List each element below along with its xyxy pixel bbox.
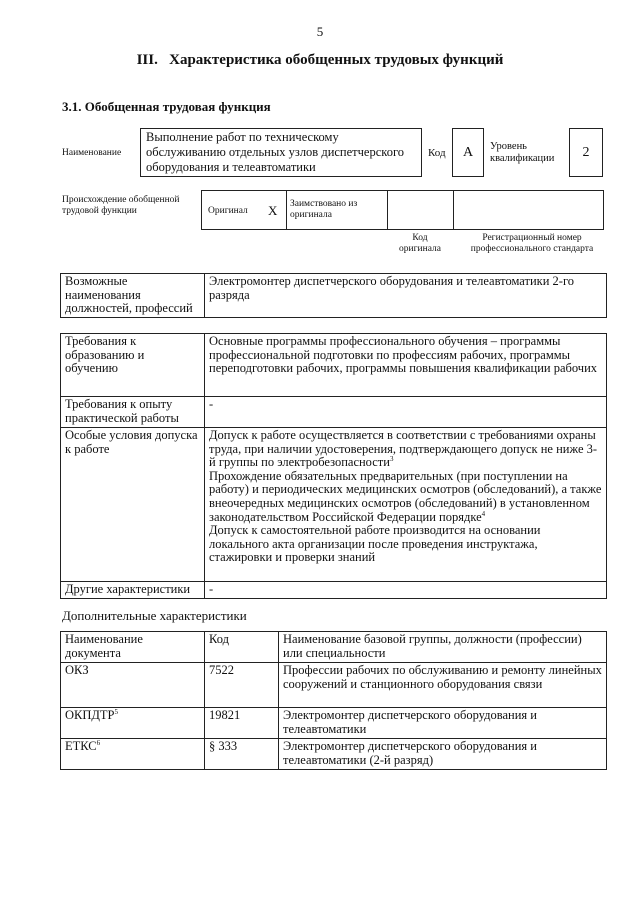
doc-group-name: Электромонтер диспетчерского оборудования и телеавтоматики (2-й разряд) [279,739,607,770]
origin-table [201,190,604,230]
special-conditions-p2: Прохождение обязательных предварительных (при поступлении на работу) и периодических медицинских осмотров (обследований), а также внеочередных медицинских осмотров (обследований) в установленном законодательством Российской Федерации порядке$^4$ [209,468,602,524]
header-document: Наименование документа [61,632,205,663]
borrowed-label: Заимствовано из оригинала [290,199,358,220]
special-conditions-p1: Допуск к работе осуществляется в соответствии с требованиями охраны труда, при наличии удостоверения, подтверждающего допуск не ниже 3-й группы по электробезопасности$^3$ [209,428,598,470]
reg-number-caption: Регистрационный номер профессионального стандарта [470,233,594,254]
doc-name: ЕТКС$^6$ [61,739,205,770]
subsection-title: 3.1. Обобщенная трудовая функция [62,99,271,114]
additional-table [60,631,607,770]
code-value-box [452,128,484,177]
footnote-ref: 4 [481,509,486,518]
table-row [61,739,607,770]
experience-value: - [205,397,607,428]
requirements-table [60,333,607,599]
footnote-ref: 5 [114,707,119,716]
special-conditions-p3: Допуск к самостоятельной работе производится на основании локального акта организации после проведения инструктажа, стажировки и проверки знаний [209,523,541,565]
header-group-name: Наименование базовой группы, должности (профессии) или специальности [279,632,607,663]
code-label: Код [428,147,446,159]
divider [387,191,388,229]
divider [453,191,454,229]
other-label: Другие характеристики [61,582,205,599]
doc-code: 19821 [205,708,279,739]
doc-code: 7522 [205,663,279,708]
origin-label: Происхождение обобщенной трудовой функции [62,195,180,216]
additional-title: Дополнительные характеристики [62,608,247,623]
table-row [61,663,607,708]
code-value: А [462,145,474,160]
table-row [61,708,607,739]
doc-name: ОКПДТР$^5$ [61,708,205,739]
level-value: 2 [582,145,590,160]
function-name-box [140,128,422,177]
page-number: 5 [316,24,324,39]
doc-group-name: Профессии рабочих по обслуживанию и ремонту линейных сооружений и станционного оборудования связи [279,663,607,708]
doc-group-name: Электромонтер диспетчерского оборудования и телеавтоматики [279,708,607,739]
name-label: Наименование [62,148,122,158]
education-value: Основные программы профессионального обучения – программы профессиональной подготовки по профессиям рабочих, программы переподготовки рабочих, программы повышения квалификации рабочих [205,334,607,397]
level-label: Уровень квалификации [490,141,555,164]
footnote-ref: 3 [389,455,394,464]
doc-name: ОКЗ [61,663,205,708]
footnote-ref: 6 [96,738,101,747]
section-title: III. Характеристика обобщенных трудовых функций [136,52,504,68]
original-mark: X [268,203,278,218]
header-code: Код [205,632,279,663]
level-value-box [569,128,603,177]
doc-code: § 333 [205,739,279,770]
special-conditions-label: Особые условия допуска к работе [61,428,205,582]
code-original-caption: Код оригинала [399,233,441,254]
experience-label: Требования к опыту практической работы [61,397,205,428]
divider [286,191,287,229]
positions-value: Электромонтер диспетчерского оборудования и телеавтоматики 2-го разряда [205,274,607,318]
positions-table [60,273,607,318]
original-label: Оригинал [208,206,248,216]
education-label: Требования к образованию и обучению [61,334,205,397]
function-name-value: Выполнение работ по техническому обслуживанию отдельных узлов диспетчерского оборудования и телеавтоматики [146,130,405,174]
other-value: - [205,582,607,599]
special-conditions-value [205,428,607,582]
positions-label: Возможные наименования должностей, профессий [61,274,205,318]
